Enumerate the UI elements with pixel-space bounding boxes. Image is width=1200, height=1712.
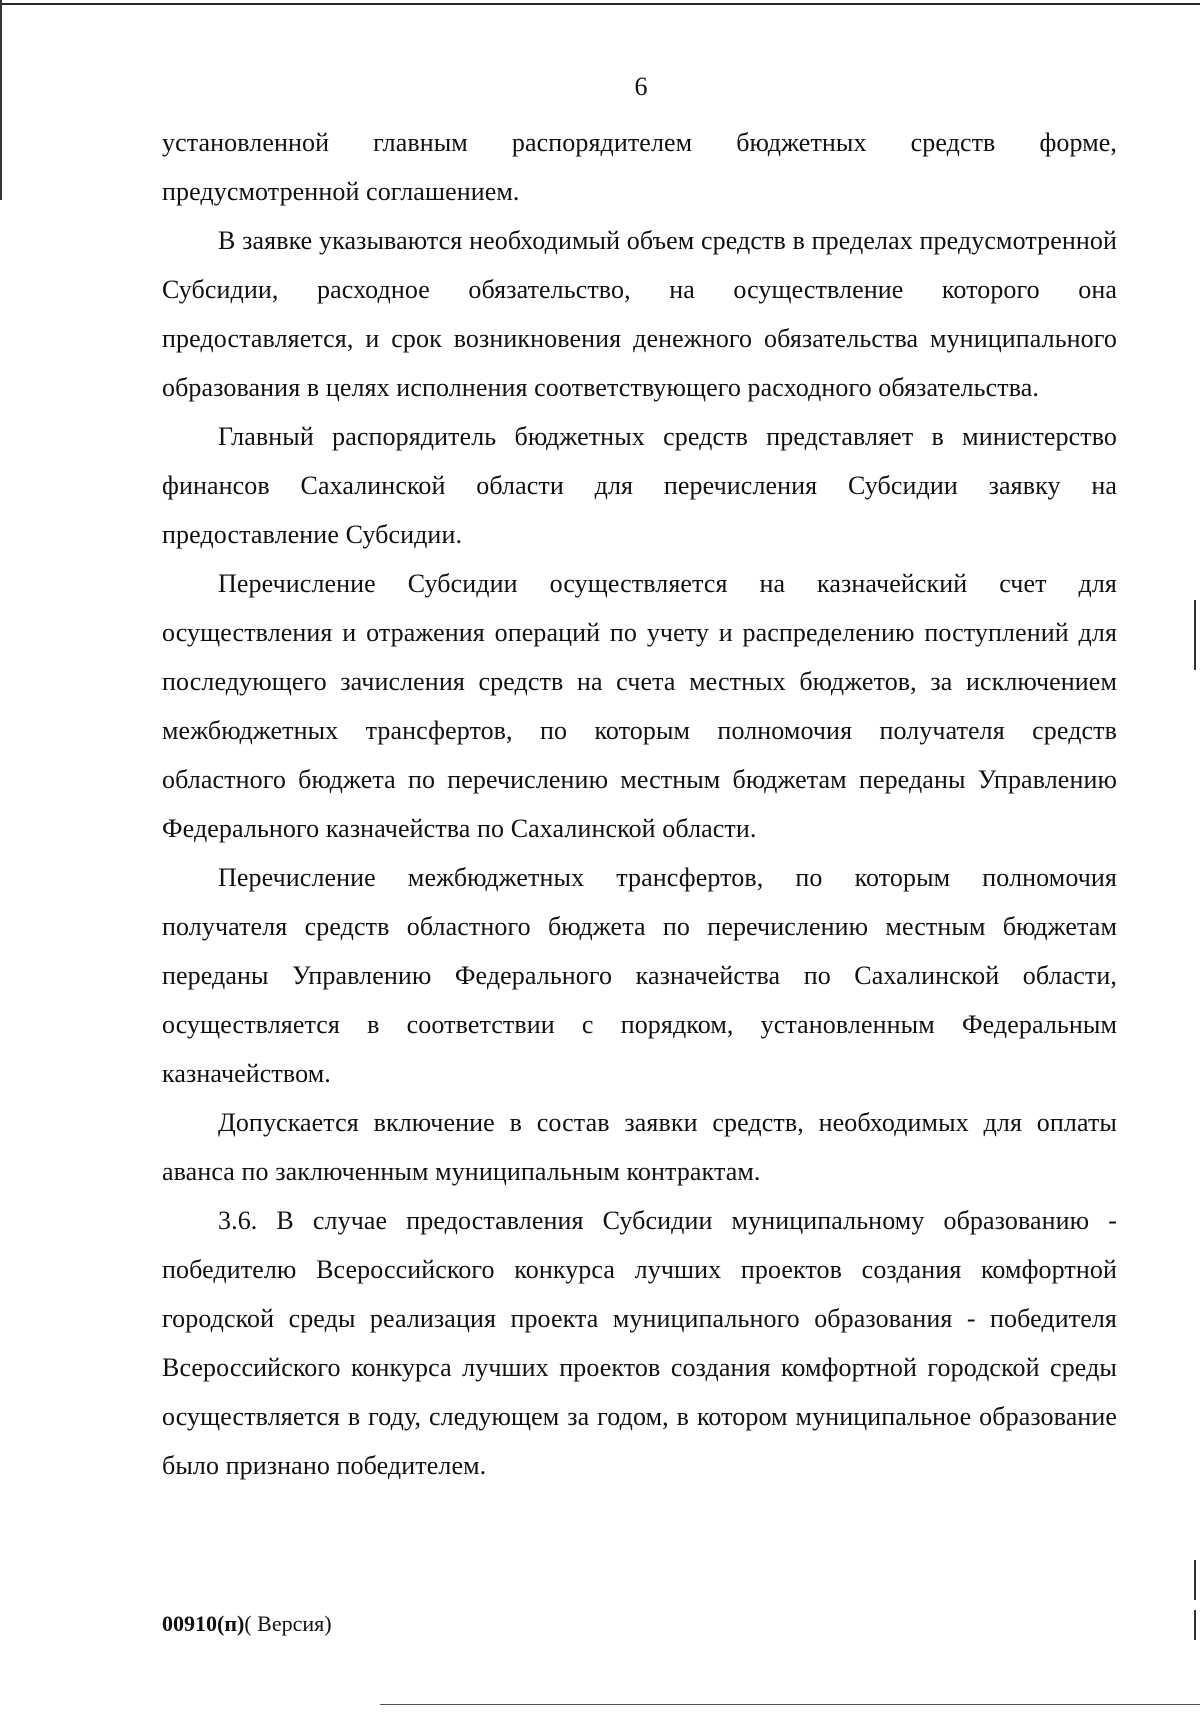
paragraph: Перечисление Субсидии осуществляется на казначейский счет для осуществления и отражения операций по учету и распределению поступлений для последующего зачисления средств на счета местных бюджетов, за исключением межбюджетных трансфертов, по которым полномочия получателя средств областного бюджета по перечислению местным бюджетам переданы Управлению Федерального казначейства по Сахалинской области.: [162, 569, 1117, 843]
document-footer: [162, 1610, 332, 1638]
paragraph: установленной главным распорядителем бюджетных средств форме, предусмотренной соглашением.: [162, 128, 1117, 206]
document-code: 00910(п): [162, 1611, 245, 1636]
top-scan-rule: [0, 3, 1200, 5]
paragraph: Допускается включение в состав заявки средств, необходимых для оплаты аванса по заключенным муниципальным контрактам.: [162, 1108, 1117, 1186]
paragraph: Главный распорядитель бюджетных средств представляет в министерство финансов Сахалинской области для перечисления Субсидии заявку на предоставление Субсидии.: [162, 422, 1117, 549]
page-number: 6: [634, 72, 648, 101]
document-version: ( Версия): [244, 1611, 332, 1636]
right-scan-mark: [1194, 1560, 1196, 1600]
paragraph: 3.6. В случае предоставления Субсидии муниципальному образованию - победителю Всероссийского конкурса лучших проектов создания комфортной городской среды реализация проекта муниципального образования - победителя Всероссийского конкурса лучших проектов создания комфортной городской среды осуществляется в году, следующем за годом, в котором муниципальное образование было признано победителем.: [162, 1206, 1117, 1480]
bottom-scan-rule: [380, 1704, 1200, 1705]
document-body: [162, 118, 1117, 1490]
paragraph: Перечисление межбюджетных трансфертов, по которым полномочия получателя средств областного бюджета по перечислению местным бюджетам переданы Управлению Федерального казначейства по Сахалинской области, осуществляется в соответствии с порядком, установленным Федеральным казначейством.: [162, 863, 1117, 1088]
right-scan-mark: [1194, 1610, 1196, 1640]
right-scan-mark: [1194, 600, 1196, 670]
paragraph: В заявке указываются необходимый объем средств в пределах предусмотренной Субсидии, расходное обязательство, на осуществление которого она предоставляется, и срок возникновения денежного обязательства муниципального образования в целях исполнения соответствующего расходного обязательства.: [162, 226, 1117, 402]
